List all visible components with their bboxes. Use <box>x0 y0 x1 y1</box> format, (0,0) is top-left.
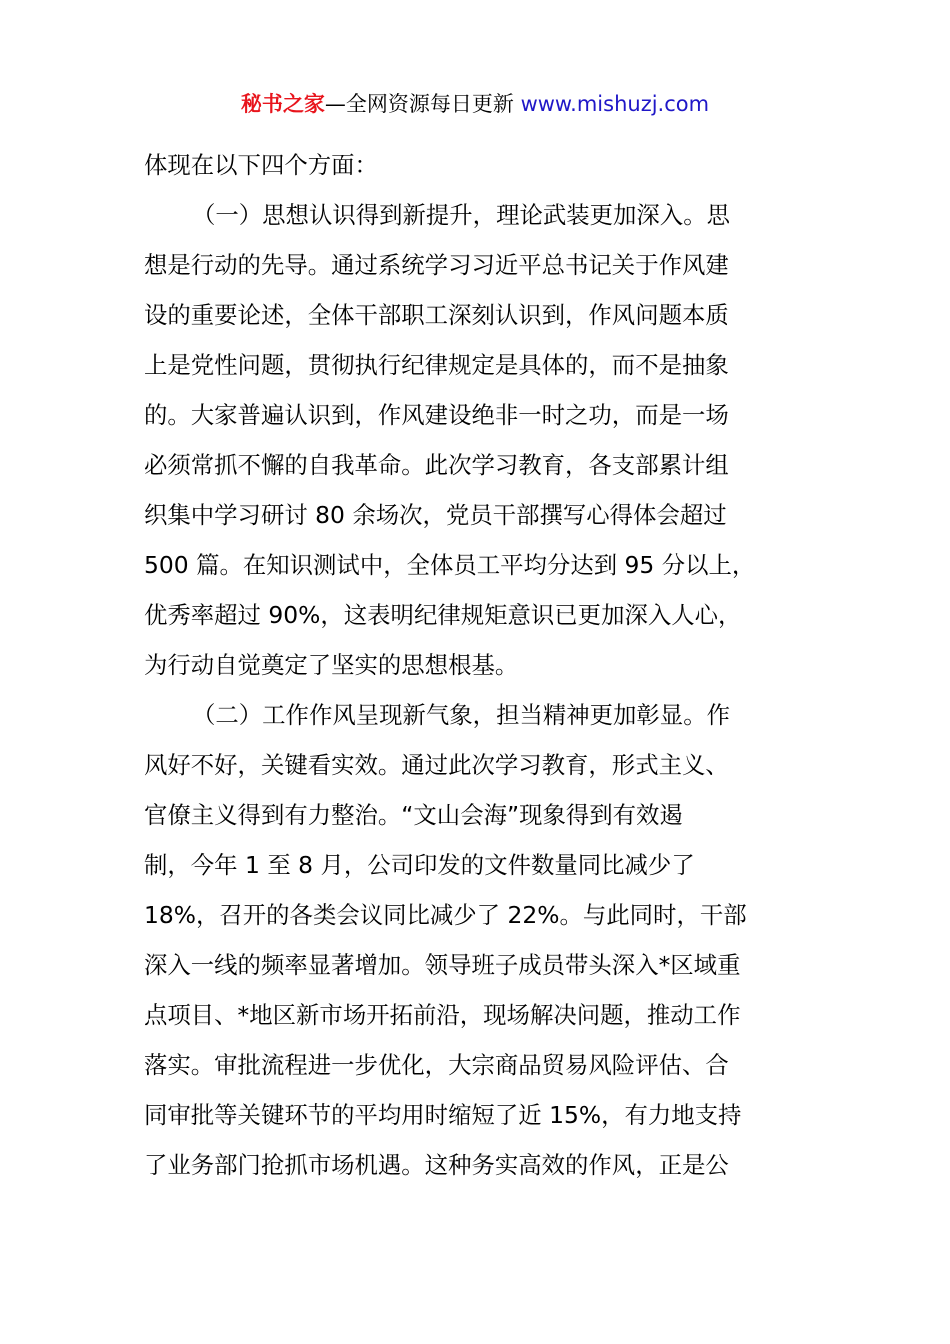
text-line: 官僚主义得到有力整治。“文山会海”现象得到有效遏 <box>144 801 683 829</box>
page-header <box>0 88 950 120</box>
text-line: 18%，召开的各类会议同比减少了 22%。与此同时，干部 <box>144 901 747 929</box>
section-heading-2: （二）工作作风呈现新气象，担当精神更加彰显。作 <box>192 701 730 729</box>
text-line: 体现在以下四个方面： <box>144 151 378 179</box>
header-tagline: —全网资源每日更新 <box>324 92 521 116</box>
text-line: 上是党性问题，贯彻执行纪律规定是具体的，而不是抽象 <box>144 351 729 379</box>
text-line: 了业务部门抢抓市场机遇。这种务实高效的作风，正是公 <box>144 1151 729 1179</box>
text-line: 想是行动的先导。通过系统学习习近平总书记关于作风建 <box>144 251 729 279</box>
text-line: 优秀率超过 90%，这表明纪律规矩意识已更加深入人心， <box>144 601 742 629</box>
text-line: 必须常抓不懈的自我革命。此次学习教育，各支部累计组 <box>144 451 729 479</box>
text-line: 的。大家普遍认识到，作风建设绝非一时之功，而是一场 <box>144 401 729 429</box>
text-line: 制，今年 1 至 8 月，公司印发的文件数量同比减少了 <box>144 851 695 879</box>
section-heading-1: （一）思想认识得到新提升，理论武装更加深入。思 <box>192 201 730 229</box>
text-line: 风好不好，关键看实效。通过此次学习教育，形式主义、 <box>144 751 729 779</box>
text-line: 织集中学习研讨 80 余场次，党员干部撰写心得体会超过 <box>144 501 727 529</box>
document-body <box>144 145 814 1195</box>
text-line: 为行动自觉奠定了坚实的思想根基。 <box>144 651 519 679</box>
text-line: 点项目、*地区新市场开拓前沿，现场解决问题，推动工作 <box>144 1001 741 1029</box>
text-line: 500 篇。在知识测试中，全体员工平均分达到 95 分以上， <box>144 551 756 579</box>
text-line: 落实。审批流程进一步优化，大宗商品贸易风险评估、合 <box>144 1051 729 1079</box>
website-url[interactable]: www.mishuzj.com <box>520 92 710 116</box>
brand-name: 秘书之家 <box>240 92 325 116</box>
text-line: 设的重要论述，全体干部职工深刻认识到，作风问题本质 <box>144 301 729 329</box>
text-line: 深入一线的频率显著增加。领导班子成员带头深入*区域重 <box>144 951 741 979</box>
text-line: 同审批等关键环节的平均用时缩短了近 15%，有力地支持 <box>144 1101 742 1129</box>
